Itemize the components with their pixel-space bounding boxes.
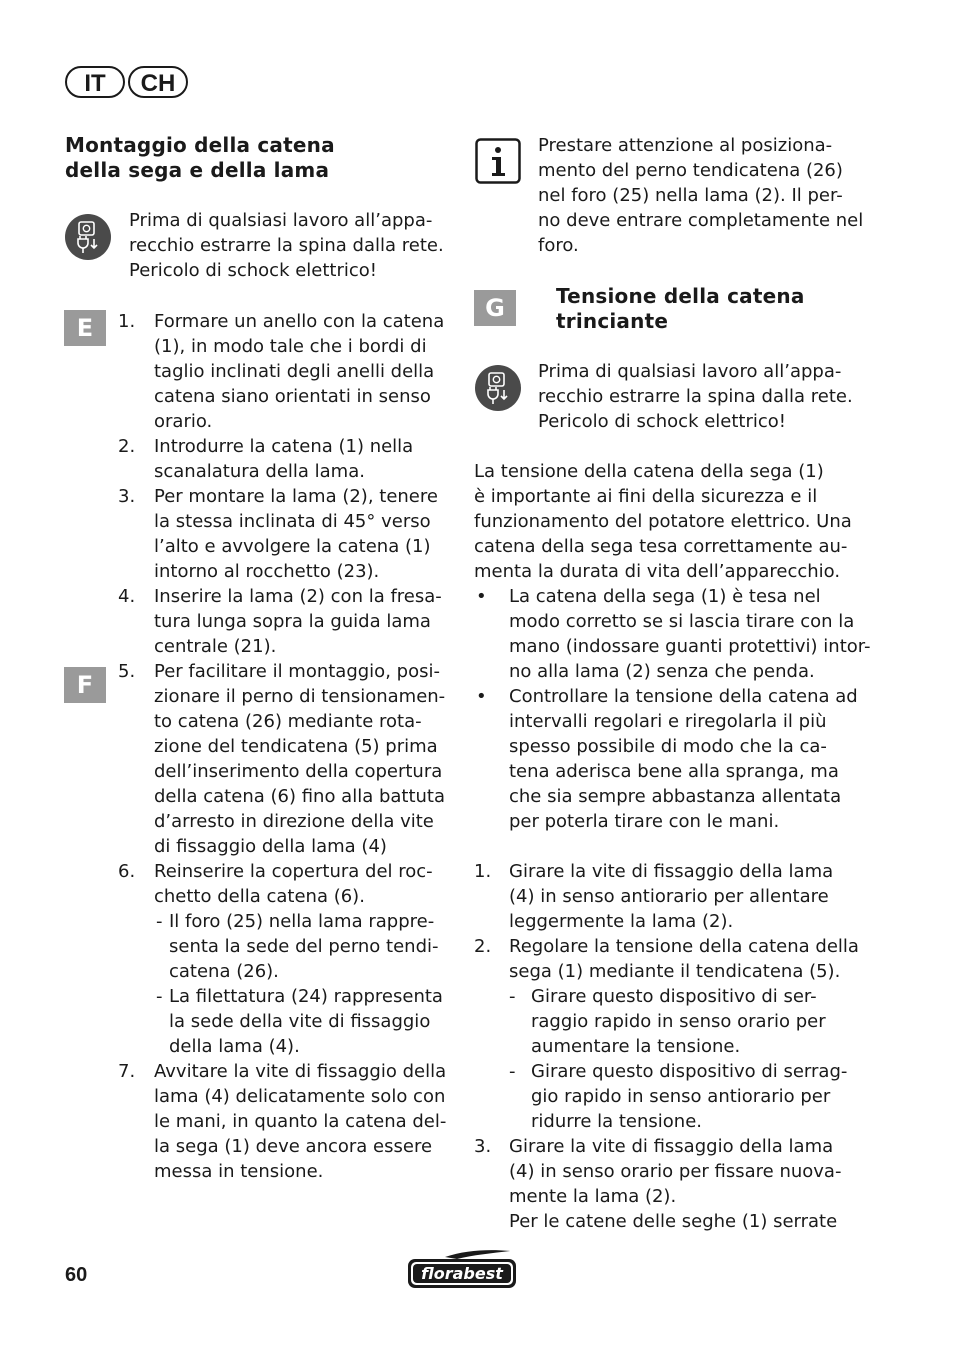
text-line: per poterla tirare con le mani. bbox=[509, 811, 780, 832]
text-line: Il foro (25) nella lama rappre- bbox=[169, 911, 435, 932]
text-line: di fissaggio della lama (4) bbox=[154, 836, 387, 857]
text-line: (4) in senso antiorario per allentare bbox=[509, 886, 829, 907]
unplug-warning-icon bbox=[474, 364, 522, 412]
step-number: 1. bbox=[474, 861, 492, 882]
bullet-marker: • bbox=[476, 586, 487, 607]
text-line: Introdurre la catena (1) nella bbox=[154, 436, 414, 457]
text-line: zionare il perno di tensionamen- bbox=[154, 686, 446, 707]
text-line: scanalatura della lama. bbox=[154, 461, 365, 482]
sub-list-item bbox=[156, 984, 443, 1059]
text-line: l’alto e avvolgere la catena (1) bbox=[154, 536, 431, 557]
text-line: dell’inserimento della copertura bbox=[154, 761, 443, 782]
step-number: 2. bbox=[474, 936, 492, 957]
list-item bbox=[118, 434, 413, 484]
dash-marker: - bbox=[509, 1061, 516, 1082]
list-item bbox=[118, 584, 442, 659]
text-line: intorno al rocchetto (23). bbox=[154, 561, 380, 582]
heading-line: Montaggio della catena bbox=[65, 133, 335, 157]
text-line: Girare la vite di fissaggio della lama bbox=[509, 861, 834, 882]
text-line: catena della sega tesa correttamente au- bbox=[474, 536, 848, 557]
text-line: è importante ai fini della sicurezza e il bbox=[474, 486, 818, 507]
text-line: Girare la vite di fissaggio della lama bbox=[509, 1136, 834, 1157]
dash-marker: - bbox=[156, 986, 163, 1007]
text-line: zione del tendicatena (5) prima bbox=[154, 736, 438, 757]
text-line: messa in tensione. bbox=[154, 1161, 324, 1182]
step-number: 1. bbox=[118, 311, 136, 332]
text-line: Girare questo dispositivo di ser- bbox=[531, 986, 817, 1007]
text-line: recchio estrarre la spina dalla rete. bbox=[538, 386, 853, 407]
text-line: della catena (6) fino alla battuta bbox=[154, 786, 446, 807]
text-line: d’arresto in direzione della vite bbox=[154, 811, 434, 832]
step-number: 5. bbox=[118, 661, 136, 682]
text-line: (4) in senso orario per fissare nuova- bbox=[509, 1161, 842, 1182]
text-line: centrale (21). bbox=[154, 636, 277, 657]
text-line: la sede della vite di fissaggio bbox=[169, 1011, 431, 1032]
text-line: catena (26). bbox=[169, 961, 279, 982]
list-item bbox=[118, 859, 433, 909]
text-line: che sia sempre abbastanza allentata bbox=[509, 786, 842, 807]
list-item bbox=[474, 859, 833, 934]
text-line: Formare un anello con la catena bbox=[154, 311, 445, 332]
text-line: gio rapido in senso antiorario per bbox=[531, 1086, 831, 1107]
step-number: 3. bbox=[474, 1136, 492, 1157]
text-line: Per montare la lama (2), tenere bbox=[154, 486, 438, 507]
text-line: intervalli regolari e riregolarla il più bbox=[509, 711, 827, 732]
unplug-warning-icon bbox=[64, 213, 112, 261]
text-line: La tensione della catena della sega (1) bbox=[474, 461, 824, 482]
list-item bbox=[118, 659, 445, 859]
text-line: ridurre la tensione. bbox=[531, 1111, 703, 1132]
text-line: Reinserire la copertura del roc- bbox=[154, 861, 433, 882]
lang-badge-it: IT bbox=[65, 66, 125, 98]
text-line: lama (4) delicatamente solo con bbox=[154, 1086, 446, 1107]
text-line: Prima di qualsiasi lavoro all’appa- bbox=[538, 361, 842, 382]
text-line: Per facilitare il montaggio, posi- bbox=[154, 661, 440, 682]
text-line: taglio inclinati degli anelli della bbox=[154, 361, 435, 382]
heading-line: della sega e della lama bbox=[65, 158, 330, 182]
text-line: le mani, in quanto la catena del- bbox=[154, 1111, 447, 1132]
text-line: raggio rapido in senso orario per bbox=[531, 1011, 826, 1032]
figure-marker-f: F bbox=[64, 667, 106, 703]
heading-line: Tensione della catena bbox=[556, 284, 805, 308]
text-line: no deve entrare completamente nel bbox=[538, 210, 864, 231]
text-line: mente la lama (2). bbox=[509, 1186, 677, 1207]
sub-list-item bbox=[509, 1059, 847, 1134]
text-line: La filettatura (24) rappresenta bbox=[169, 986, 443, 1007]
text-line: Regolare la tensione della catena della bbox=[509, 936, 859, 957]
section-heading-chain-tension bbox=[556, 284, 805, 334]
text-line: Prima di qualsiasi lavoro all’appa- bbox=[129, 210, 433, 231]
text-line: Pericolo di schock elettrico! bbox=[538, 411, 787, 432]
text-line: recchio estrarre la spina dalla rete. bbox=[129, 235, 444, 256]
bullet-marker: • bbox=[476, 686, 487, 707]
step-number: 6. bbox=[118, 861, 136, 882]
heading-line: trinciante bbox=[556, 309, 669, 333]
brand-text: florabest bbox=[421, 1264, 503, 1283]
text-line: mano (indossare guanti protettivi) intor- bbox=[509, 636, 871, 657]
text-line: Prestare attenzione al posiziona- bbox=[538, 135, 833, 156]
text-line: menta la durata di vita dell’apparecchio. bbox=[474, 561, 841, 582]
page-number: 60 bbox=[65, 1264, 88, 1286]
text-line: spesso possibile di modo che la ca- bbox=[509, 736, 827, 757]
text-line: modo corretto se si lascia tirare con la bbox=[509, 611, 855, 632]
text-line: foro. bbox=[538, 235, 579, 256]
list-item bbox=[118, 1059, 446, 1184]
list-item bbox=[474, 1134, 841, 1234]
text-line: (1), in modo tale che i bordi di bbox=[154, 336, 427, 357]
text-line: la sega (1) deve ancora essere bbox=[154, 1136, 433, 1157]
text-line: Inserire la lama (2) con la fresa- bbox=[154, 586, 442, 607]
text-line: to catena (26) mediante rota- bbox=[154, 711, 422, 732]
text-line: La catena della sega (1) è tesa nel bbox=[509, 586, 821, 607]
florabest-logo-icon bbox=[405, 1248, 519, 1290]
text-line: Girare questo dispositivo di serrag- bbox=[531, 1061, 848, 1082]
info-icon bbox=[475, 138, 521, 184]
text-line: mento del perno tendicatena (26) bbox=[538, 160, 843, 181]
step-number: 4. bbox=[118, 586, 136, 607]
list-item bbox=[474, 934, 859, 984]
text-line: la stessa inclinata di 45° verso bbox=[154, 511, 431, 532]
bullet-item bbox=[476, 584, 871, 684]
bullet-item bbox=[476, 684, 858, 834]
text-line: funzionamento del potatore elettrico. Una bbox=[474, 511, 852, 532]
sub-list-item bbox=[156, 909, 439, 984]
dash-marker: - bbox=[509, 986, 516, 1007]
figure-marker-e: E bbox=[64, 310, 106, 346]
text-line: Per le catene delle seghe (1) serrate bbox=[509, 1211, 838, 1232]
text-line: leggermente la lama (2). bbox=[509, 911, 734, 932]
list-item bbox=[118, 309, 444, 434]
info-note-text bbox=[538, 133, 863, 258]
text-line: aumentare la tensione. bbox=[531, 1036, 741, 1057]
figure-marker-g: G bbox=[474, 290, 516, 326]
text-line: tura lunga sopra la guida lama bbox=[154, 611, 431, 632]
warning-text bbox=[129, 208, 444, 283]
text-line: senta la sede del perno tendi- bbox=[169, 936, 439, 957]
text-line: no alla lama (2) senza che penda. bbox=[509, 661, 815, 682]
text-line: Avvitare la vite di fissaggio della bbox=[154, 1061, 447, 1082]
text-line: Pericolo di schock elettrico! bbox=[129, 260, 378, 281]
intro-paragraph bbox=[474, 459, 852, 584]
text-line: catena siano orientati in senso bbox=[154, 386, 431, 407]
lang-badge-ch: CH bbox=[128, 66, 188, 98]
text-line: nel foro (25) nella lama (2). Il per- bbox=[538, 185, 843, 206]
section-heading-chain-assembly bbox=[65, 133, 335, 183]
step-number: 7. bbox=[118, 1061, 136, 1082]
text-line: Controllare la tensione della catena ad bbox=[509, 686, 858, 707]
dash-marker: - bbox=[156, 911, 163, 932]
text-line: chetto della catena (6). bbox=[154, 886, 365, 907]
sub-list-item bbox=[509, 984, 826, 1059]
step-number: 3. bbox=[118, 486, 136, 507]
warning-text bbox=[538, 359, 853, 434]
text-line: tena aderisca bene alla spranga, ma bbox=[509, 761, 839, 782]
text-line: orario. bbox=[154, 411, 213, 432]
step-number: 2. bbox=[118, 436, 136, 457]
list-item bbox=[118, 484, 438, 584]
text-line: della lama (4). bbox=[169, 1036, 300, 1057]
text-line: sega (1) mediante il tendicatena (5). bbox=[509, 961, 841, 982]
